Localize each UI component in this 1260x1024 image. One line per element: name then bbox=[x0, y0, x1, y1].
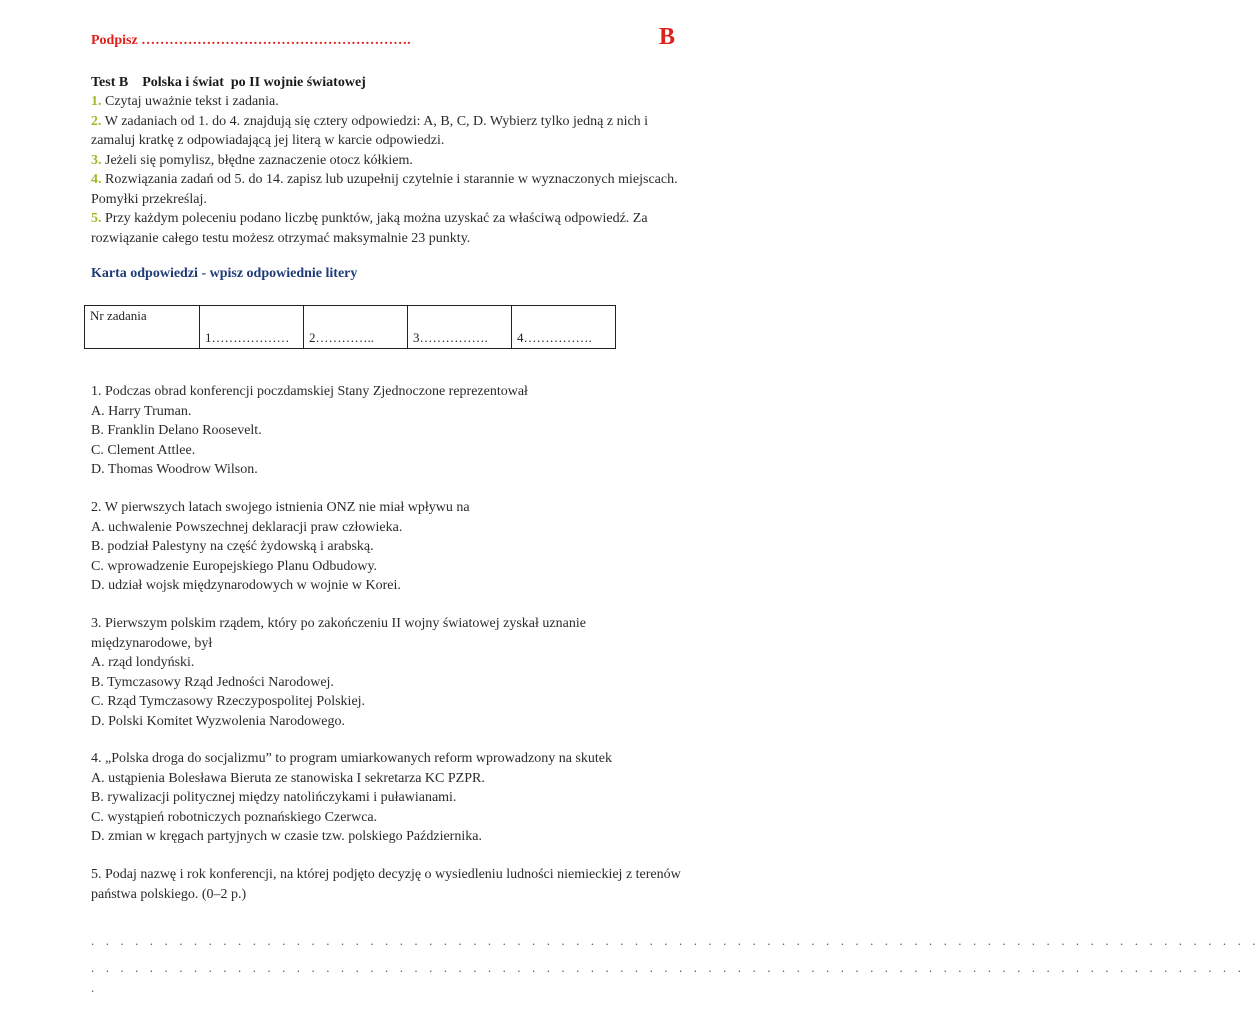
answer-card-table bbox=[84, 305, 616, 349]
question-1 bbox=[91, 382, 681, 480]
answer-option[interactable]: B. rywalizacji politycznej między natolińczykami i puławianami. bbox=[91, 790, 457, 805]
instruction-text: W zadaniach od 1. do 4. znajdują się cztery odpowiedzi: A, B, C, D. Wybierz tylko jedną z nich i zamaluj kratkę z odpowiadającą jej literą w karcie odpowiedzi. bbox=[91, 113, 649, 148]
answer-option[interactable]: C. wystąpień robotniczych poznańskiego Czerwca. bbox=[91, 809, 378, 825]
answer-cell-2[interactable]: 2………….. bbox=[304, 306, 408, 349]
instruction-text: Rozwiązania zadań od 5. do 14. zapisz lub uzupełnij czytelnie i starannie w wyznaczonych miejscach. Pomyłki przekreślaj. bbox=[91, 172, 678, 207]
answer-option[interactable]: D. Polski Komitet Wyzwolenia Narodowego. bbox=[91, 713, 345, 729]
answer-option[interactable]: D. udział wojsk międzynarodowych w wojnie w Korei. bbox=[91, 578, 401, 593]
instruction-number: 2. bbox=[91, 113, 102, 129]
question-stem: 4. „Polska droga do socjalizmu” to program umiarkowanych reform wprowadzony na skutek bbox=[91, 751, 612, 766]
question-4 bbox=[91, 749, 681, 847]
instruction-item bbox=[91, 92, 681, 112]
instruction-item bbox=[91, 112, 681, 151]
test-title: Test B Polska i świat po II wojnie światowej bbox=[91, 75, 366, 90]
answer-option[interactable]: C. wprowadzenie Europejskiego Planu Odbudowy. bbox=[91, 558, 378, 574]
instructions bbox=[91, 92, 681, 248]
answer-card-heading: Karta odpowiedzi - wpisz odpowiednie litery bbox=[91, 266, 358, 281]
answer-option[interactable]: D. Thomas Woodrow Wilson. bbox=[91, 462, 258, 477]
instruction-number: 3. bbox=[91, 152, 102, 168]
instruction-text: Jeżeli się pomylisz, błędne zaznaczenie otocz kółkiem. bbox=[101, 152, 413, 168]
answer-option[interactable]: C. Rząd Tymczasowy Rzeczypospolitej Polskiej. bbox=[91, 694, 366, 709]
instruction-item bbox=[91, 170, 681, 209]
instruction-number: 1. bbox=[91, 94, 102, 109]
question-3 bbox=[91, 614, 681, 731]
answer-option[interactable]: A. ustąpienia Bolesława Bieruta ze stanowiska I sekretarza KC PZPR. bbox=[91, 770, 485, 786]
answer-cell-1[interactable]: 1……………… bbox=[200, 306, 304, 349]
answer-option[interactable]: D. zmian w kręgach partyjnych w czasie tzw. polskiego Października. bbox=[91, 829, 482, 844]
signature-line[interactable]: Podpisz …………………………………………………. bbox=[91, 33, 411, 48]
question-2 bbox=[91, 498, 681, 596]
answer-option[interactable]: A. rząd londyński. bbox=[91, 655, 195, 670]
test-variant-letter: B bbox=[659, 24, 676, 50]
answer-cell-4[interactable]: 4……………. bbox=[512, 306, 616, 349]
answer-option[interactable]: B. Franklin Delano Roosevelt. bbox=[91, 423, 262, 438]
question-stem: 5. Podaj nazwę i rok konferencji, na której podjęto decyzję o wysiedleniu ludności niemieckiej z terenów państwa polskiego. (0–2 p.) bbox=[91, 867, 681, 902]
answer-cell-3[interactable]: 3……………. bbox=[408, 306, 512, 349]
question-5 bbox=[91, 865, 681, 904]
question-stem: 2. W pierwszych latach swojego istnienia ONZ nie miał wpływu na bbox=[91, 500, 470, 515]
answer-line[interactable]: . bbox=[91, 980, 99, 995]
question-stem: 3. Pierwszym polskim rządem, który po zakończeniu II wojny światowej zyskał uznanie międzynarodowe, był bbox=[91, 616, 586, 651]
answer-option[interactable]: A. uchwalenie Powszechnej deklaracji praw człowieka. bbox=[91, 519, 403, 535]
instruction-number: 4. bbox=[91, 172, 102, 187]
instruction-text: Czytaj uważnie tekst i zadania. bbox=[101, 94, 279, 109]
answer-line[interactable]: . . . . . . . . . . . . . . . . . . . . . . . . . . . . . . . . . . . . . . . . . . . . . . . . . . . . . . . . . . . . . . . . . . . . . . . . . . . . . . . bbox=[91, 960, 1245, 975]
answer-option[interactable]: A. Harry Truman. bbox=[91, 403, 192, 419]
table-row bbox=[85, 306, 616, 349]
instruction-item bbox=[91, 209, 681, 248]
question-stem: 1. Podczas obrad konferencji poczdamskiej Stany Zjednoczone reprezentował bbox=[91, 384, 528, 399]
answer-line[interactable]: . . . . . . . . . . . . . . . . . . . . . . . . . . . . . . . . . . . . . . . . . . . . . . . . . . . . . . . . . . . . . . . . . . . . . . . . . . . . . . . . bbox=[91, 933, 1260, 948]
answer-table-header: Nr zadania bbox=[85, 306, 200, 349]
instruction-number: 5. bbox=[91, 211, 102, 226]
instruction-item bbox=[91, 151, 681, 171]
answer-option[interactable]: B. podział Palestyny na część żydowską i arabską. bbox=[91, 539, 374, 554]
instruction-text: Przy każdym poleceniu podano liczbę punktów, jaką można uzyskać za właściwą odpowiedź. Za rozwiązanie całego testu możesz otrzymać maksymalnie 23 punkty. bbox=[91, 211, 648, 246]
answer-option[interactable]: B. Tymczasowy Rząd Jedności Narodowej. bbox=[91, 674, 334, 690]
answer-option[interactable]: C. Clement Attlee. bbox=[91, 442, 196, 458]
